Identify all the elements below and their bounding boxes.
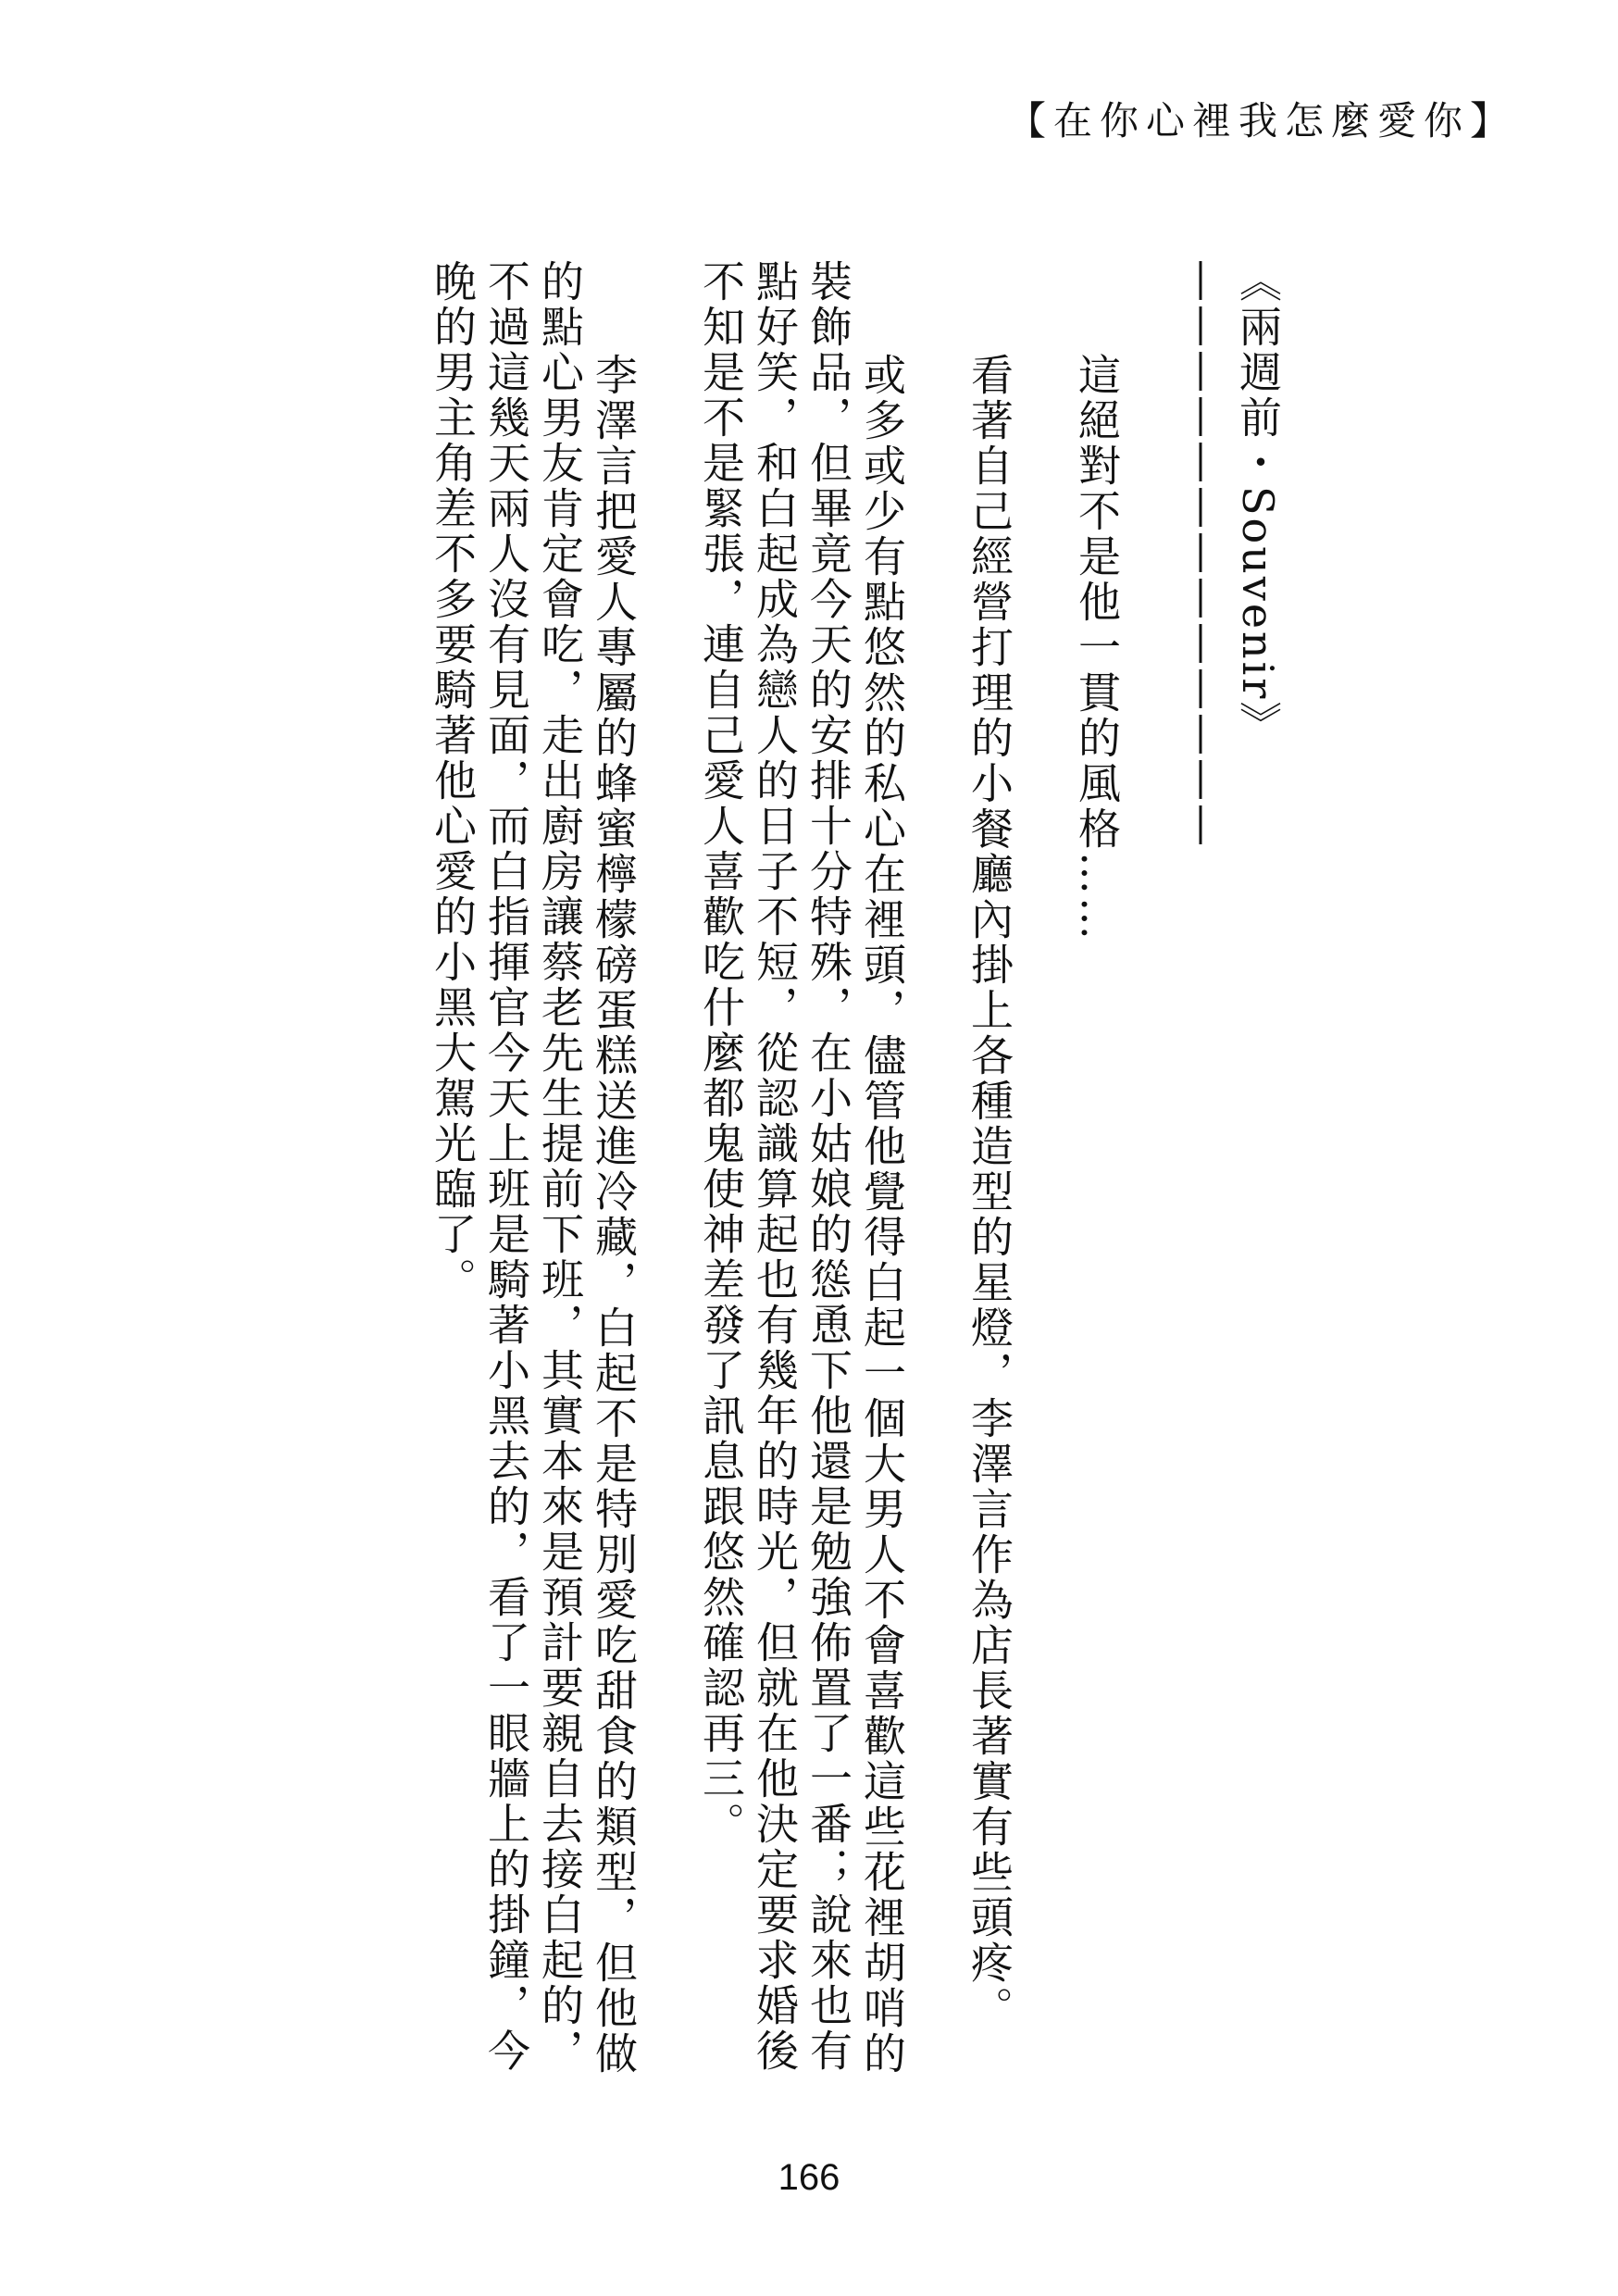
page-number: 166 [778,2157,840,2198]
paragraph-2: 看著自己經營打理的小餐廳內掛上各種造型的星燈，李澤言作為店長著實有些頭疼。 [965,353,1014,2032]
body-text [359,259,1340,2111]
paragraph-4: 李澤言把愛人專屬的蜂蜜檸檬磅蛋糕送進冷藏，白起不是特別愛吃甜食的類型，但他做的點心男友肯定會吃，走出廚房讓蔡老先生提前下班，其實本來是預計要親自去接白起的，不過這幾天兩人沒有見面，而白指揮官今天上班是騎著小黑去的，看了一眼牆上的掛鐘，今晚的男主角差不多要騎著他心愛的小黑大駕光臨了。 [428,259,639,2078]
dash-divider: ————————————— [1179,259,1229,849]
running-head: 【在你心裡我怎麼愛你】 [1006,98,1516,144]
paragraph-3: 或多或少有點悠然的私心在裡頭，儘管他覺得白起一個大男人不會喜歡這些花裡胡哨的裝飾品，但畢竟今天的安排十分特殊，在小姑娘的慫恿下他還是勉強佈置了一番；說來也有點好笑，和白起成為戀人的日子不短，從認識算起也有幾年的時光，但就在他決定要求婚後不知是不是緊張，連自己愛人喜歡吃什麼都鬼使神差發了訊息跟悠然確認再三。 [696,259,907,2078]
paragraph-1: 這絕對不是他一貫的風格…… [1072,353,1122,943]
section-heading: 《兩週前・Souvenir》 [1233,259,1283,747]
